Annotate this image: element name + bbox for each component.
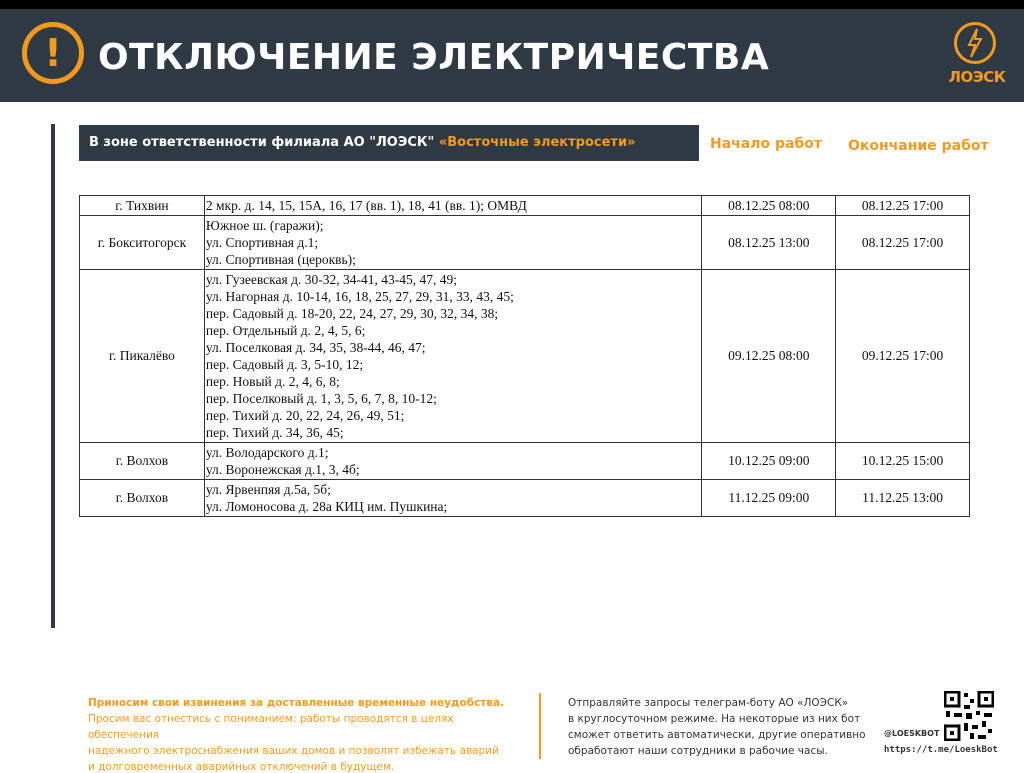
apology-note (88, 695, 528, 773)
page-header (0, 0, 1024, 102)
city-cell: г. Бокситогорск (80, 216, 205, 270)
address-line: ул. Спортивная (цероквь); (205, 252, 356, 267)
outage-table-body (80, 196, 970, 517)
table-row (80, 443, 970, 480)
address-line: ул. Нагорная д. 10-14, 16, 18, 25, 27, 29, 31, 33, 43, 45; (205, 289, 514, 304)
address-cell (204, 270, 702, 443)
address-line: ул. Воронежская д.1, 3, 4б; (205, 462, 360, 477)
address-cell (204, 216, 702, 270)
column-header-end: Окончание работ (848, 138, 989, 154)
bot-note-line: в круглосуточном режиме. На некоторые из них бот (568, 713, 861, 725)
end-time-cell: 11.12.25 13:00 (836, 480, 970, 517)
start-time-cell: 08.12.25 08:00 (702, 196, 836, 216)
address-line: ул. Ломоносова д. 28а КИЦ им. Пушкина; (205, 499, 448, 514)
address-line: пер. Отдельный д. 2, 4, 5, 6; (205, 323, 366, 338)
bot-handle: @LOESKBOT (884, 729, 940, 738)
loesk-logo (944, 20, 1010, 92)
outage-table (79, 195, 970, 517)
city-cell: г. Тихвин (80, 196, 205, 216)
logo-text: ЛОЭСК (948, 68, 1006, 86)
apology-line: и долговременных аварийных отключений в будущем. (88, 761, 395, 773)
address-line: пер. Поселковый д. 1, 3, 5, 6, 7, 8, 10-12; (205, 391, 437, 406)
qr-code-icon[interactable] (944, 691, 994, 741)
page-title: ОТКЛЮЧЕНИЕ ЭЛЕКТРИЧЕСТВА (98, 37, 770, 78)
city-cell: г. Пикалёво (80, 270, 205, 443)
address-line: ул. Поселковая д. 34, 35, 38-44, 46, 47; (205, 340, 426, 355)
start-time-cell: 10.12.25 09:00 (702, 443, 836, 480)
bot-note-line: Отправляйте запросы телеграм-боту АО «ЛОЭСК» (568, 697, 849, 709)
address-line: пер. Садовый д. 3, 5-10, 12; (205, 357, 364, 372)
bot-note (568, 695, 868, 759)
header-top-strip (0, 0, 1024, 9)
address-cell (204, 196, 702, 216)
city-cell: г. Волхов (80, 443, 205, 480)
exclamation-icon: ! (22, 22, 84, 84)
lightning-icon (957, 25, 993, 61)
zone-prefix: В зоне ответственности филиала АО "ЛОЭСК" (89, 135, 439, 150)
apology-title: Приносим свои извинения за доставленные временные неудобства. (88, 697, 505, 709)
address-line: ул. Гузеевская д. 30-32, 34-41, 43-45, 47, 49; (205, 272, 457, 287)
address-line: ул. Спортивная д.1; (205, 235, 319, 250)
zone-banner (79, 125, 699, 161)
footer-divider (539, 693, 541, 759)
start-time-cell: 08.12.25 13:00 (702, 216, 836, 270)
end-time-cell: 08.12.25 17:00 (836, 216, 970, 270)
end-time-cell: 09.12.25 17:00 (836, 270, 970, 443)
address-line: 2 мкр. д. 14, 15, 15А, 16, 17 (вв. 1), 18, 41 (вв. 1); ОМВД (205, 198, 527, 213)
start-time-cell: 09.12.25 08:00 (702, 270, 836, 443)
bot-note-line: обработают наши сотрудники в рабочие часы. (568, 745, 828, 757)
end-time-cell: 10.12.25 15:00 (836, 443, 970, 480)
column-header-start: Начало работ (710, 136, 822, 152)
apology-line: Просим вас отнестись с пониманием: работы проводятся в целях обеспечения (88, 713, 454, 741)
address-line: ул. Ярвенпяя д.5а, 5б; (205, 482, 331, 497)
left-accent-rule (51, 124, 55, 628)
end-time-cell: 08.12.25 17:00 (836, 196, 970, 216)
address-line: ул. Володарского д.1; (205, 445, 329, 460)
start-time-cell: 11.12.25 09:00 (702, 480, 836, 517)
table-row (80, 270, 970, 443)
logo-circle-icon (954, 22, 996, 64)
bot-note-line: сможет ответить автоматически, другие оперативно (568, 729, 866, 741)
address-line: пер. Тихий д. 20, 22, 24, 26, 49, 51; (205, 408, 405, 423)
address-cell (204, 443, 702, 480)
address-cell (204, 480, 702, 517)
table-row (80, 480, 970, 517)
city-cell: г. Волхов (80, 480, 205, 517)
address-line: пер. Новый д. 2, 4, 6, 8; (205, 374, 340, 389)
address-line: пер. Тихий д. 34, 36, 45; (205, 425, 344, 440)
apology-line: надежного электроснабжения ваших домов и позволят избежать аварий (88, 745, 499, 757)
address-line: Южное ш. (гаражи); (205, 218, 324, 233)
bot-link[interactable]: https://t.me/LoeskBot (884, 745, 998, 755)
table-row (80, 196, 970, 216)
table-row (80, 216, 970, 270)
zone-branch: «Восточные электросети» (438, 135, 636, 150)
address-line: пер. Садовый д. 18-20, 22, 24, 27, 29, 30, 32, 34, 38; (205, 306, 499, 321)
